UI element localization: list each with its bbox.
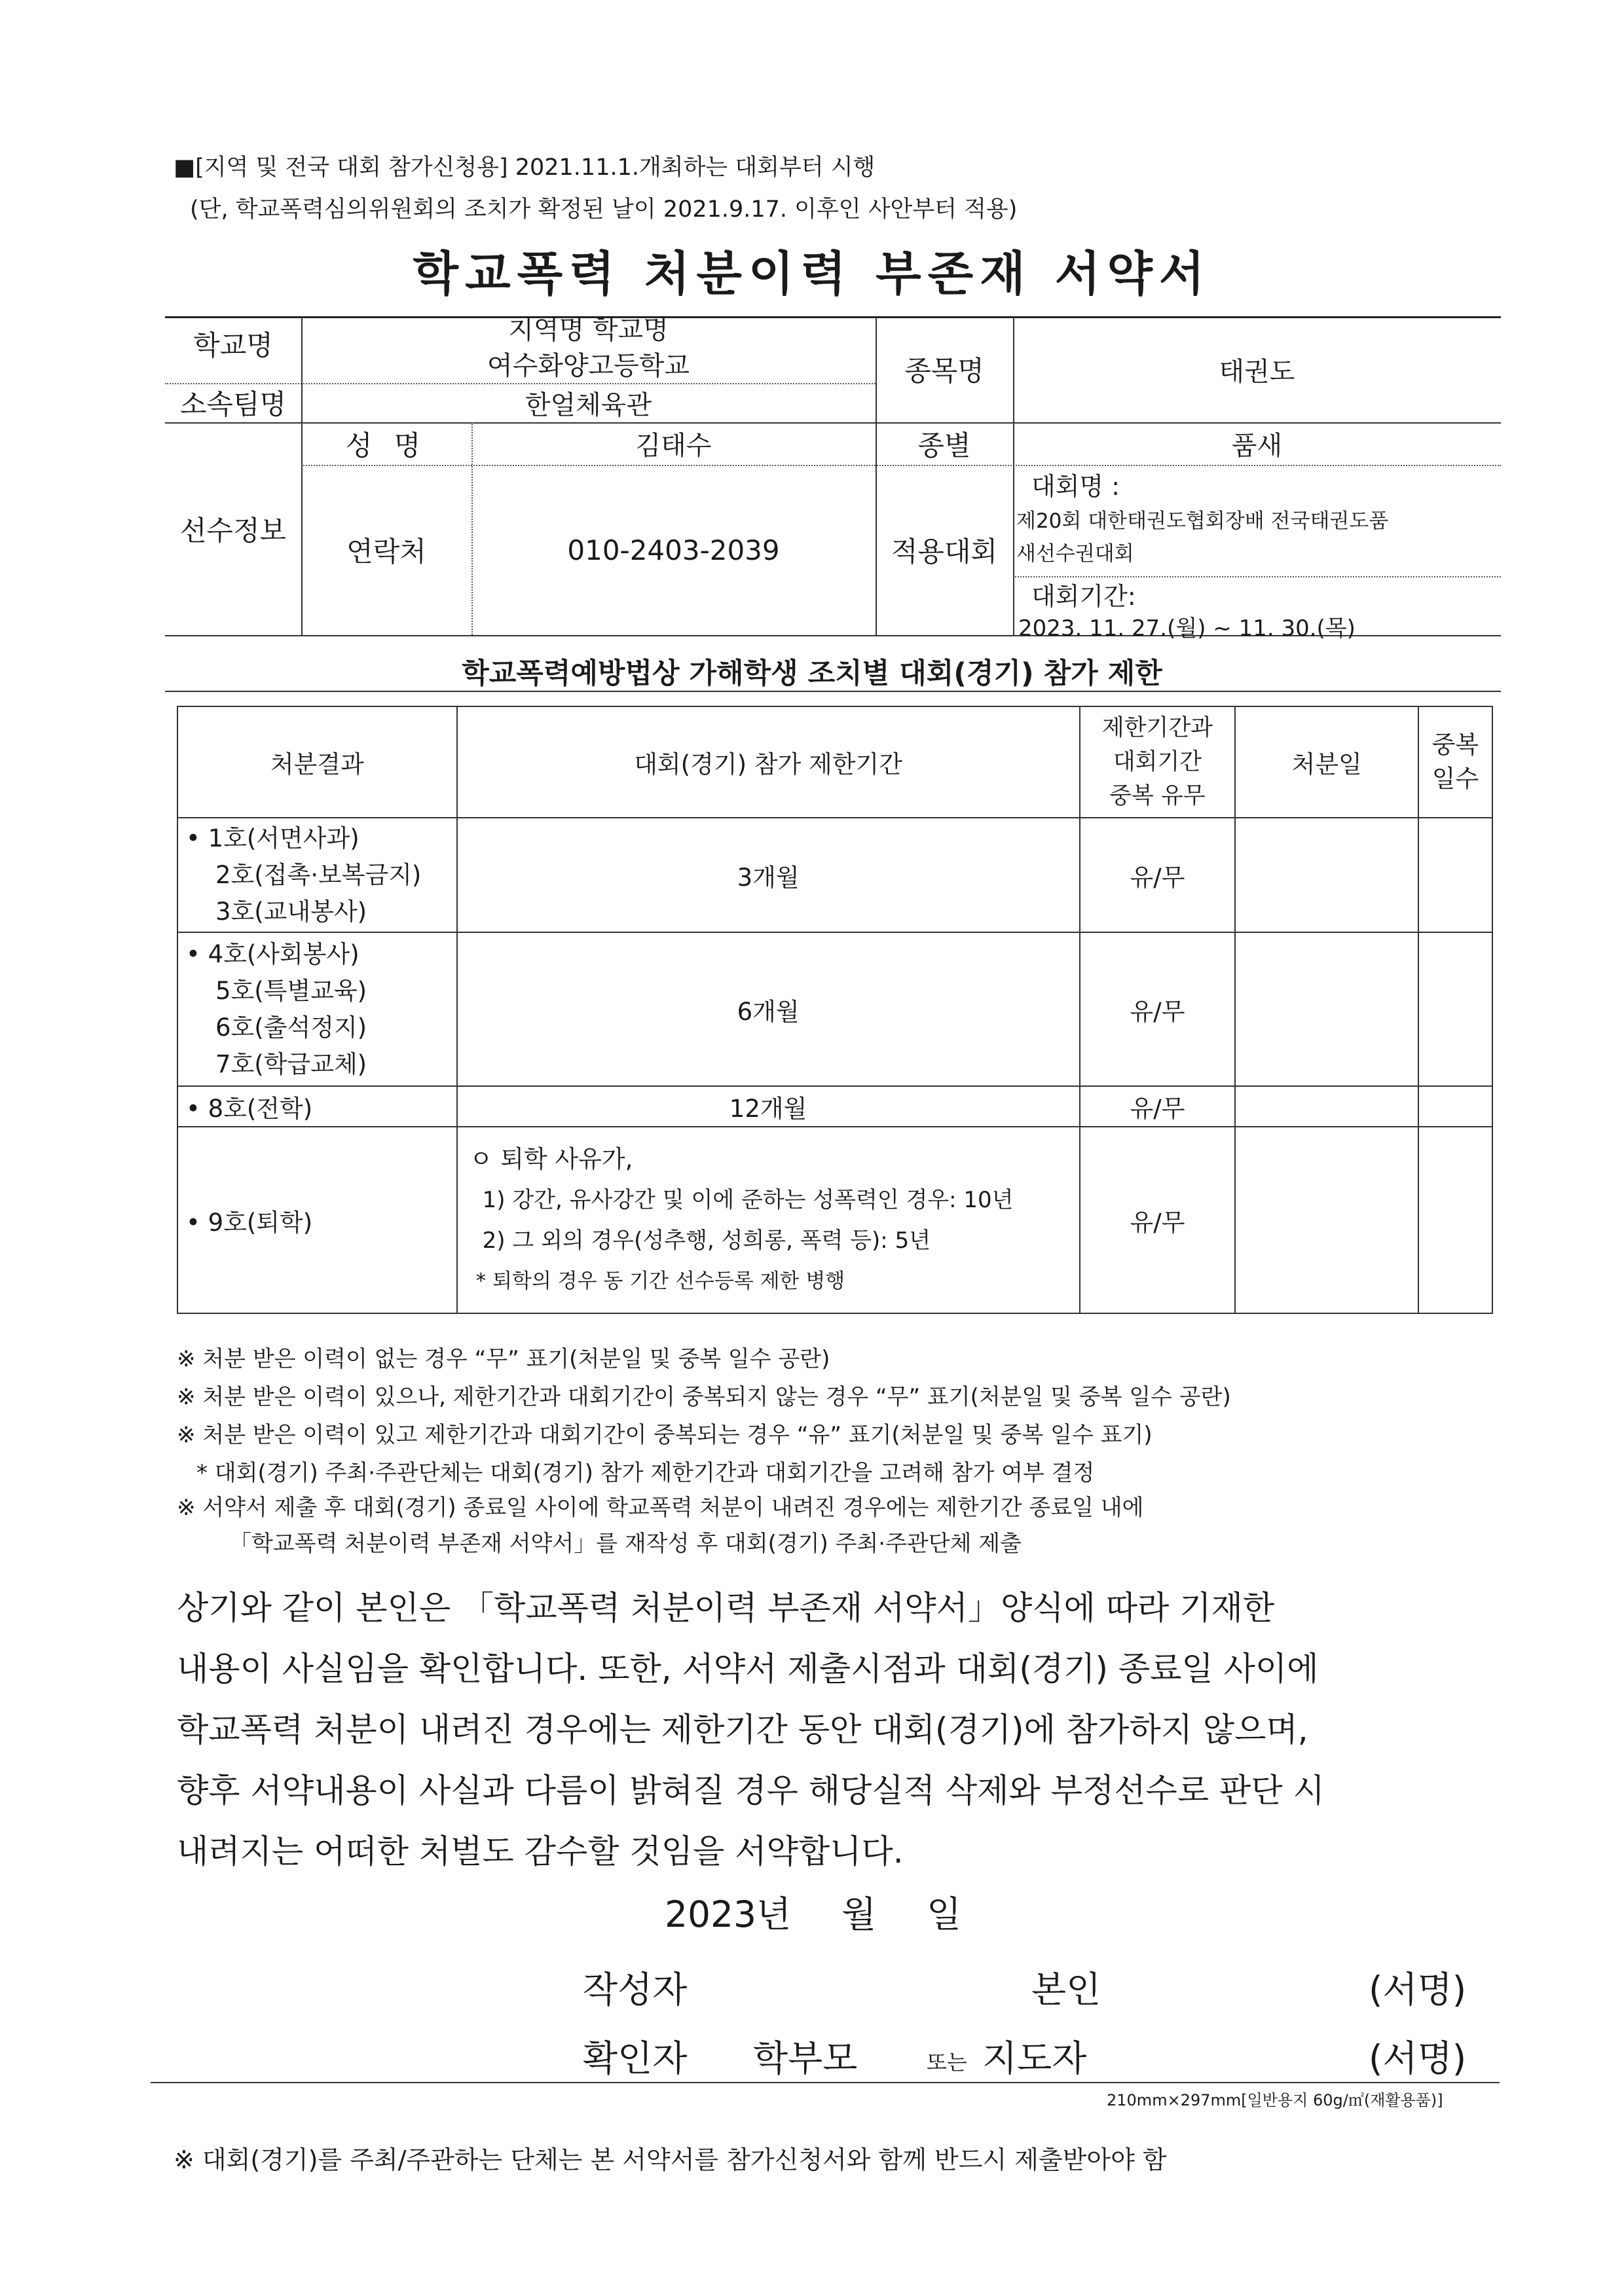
event-label: 종목명 — [904, 355, 984, 387]
header-period: 대회(경기) 참가 제한기간 — [457, 706, 1080, 818]
team-value: 한얼체육관 — [525, 390, 652, 420]
team-label: 소속팀명 — [179, 388, 287, 420]
contact-label: 연락처 — [346, 536, 426, 568]
row4-days-cell — [1418, 1127, 1492, 1313]
pledge-line: 향후 서약내용이 사실과 다름이 밝혀질 경우 해당실적 삭제와 부정선수로 판단 시 — [177, 1772, 1325, 1810]
name-value: 김태수 — [635, 431, 712, 461]
row3-overlap: 유/무 — [1080, 1086, 1236, 1127]
competition-name-label: 대회명 : — [1031, 472, 1120, 501]
row4-date-cell — [1235, 1127, 1418, 1313]
confirmer-parent: 학부모 — [753, 2037, 858, 2079]
row2-overlap: 유/무 — [1080, 932, 1236, 1086]
school-value: 여수화양고등학교 — [487, 350, 690, 381]
table-row — [177, 818, 1492, 932]
header-line-2: (단, 학교폭력심의위원회의 조치가 확정된 날이 2021.9.17. 이후인 사안부터 적용) — [190, 196, 1018, 223]
competition-name-line-1: 제20회 대한태권도협회장배 전국태권도품 — [1016, 509, 1389, 533]
result-item: 6호(출석정지) — [215, 1013, 367, 1042]
pledge-paragraph — [177, 1578, 1480, 1882]
pledge-line: 학교폭력 처분이 내려진 경우에는 제한기간 동안 대회(경기)에 참가하지 않으며, — [177, 1711, 1308, 1749]
row4-overlap: 유/무 — [1080, 1127, 1236, 1313]
header-overlap-line-2: 대회기간 — [1113, 749, 1202, 775]
date-day: 일 — [927, 1893, 962, 1935]
expulsion-rule-2: 2) 그 외의 경우(성추행, 성희롱, 폭력 등): 5년 — [482, 1227, 931, 1254]
header-days-line-1: 중복 — [1431, 731, 1479, 759]
competition-period-label: 대회기간: — [1031, 582, 1136, 611]
result-item: 7호(학급교체) — [215, 1049, 367, 1078]
writer-role: 본인 — [1031, 1969, 1101, 2011]
row3-date-cell — [1235, 1086, 1418, 1127]
pledge-line: 내용이 사실임을 확인합니다. 또한, 서약서 제출시점과 대회(경기) 종료일 사이에 — [177, 1650, 1319, 1688]
footer-note: ※ 대회(경기)를 주최/주관하는 단체는 본 서약서를 참가신청서와 함께 반드시 제출받아야 함 — [174, 2145, 1167, 2174]
date-year: 2023년 — [665, 1893, 792, 1935]
row3-results: • 8호(전학) — [177, 1086, 457, 1127]
pledge-line: 상기와 같이 본인은 「학교폭력 처분이력 부존재 서약서」양식에 따라 기재한 — [177, 1589, 1275, 1627]
category-label: 종별 — [917, 429, 971, 462]
header-result: 처분결과 — [177, 706, 457, 818]
expulsion-rule-1: 1) 강간, 유사강간 및 이에 준하는 성폭력인 경우: 10년 — [482, 1186, 1014, 1213]
category-value: 품새 — [1231, 431, 1283, 461]
result-item: • 4호(사회봉사) — [186, 939, 360, 968]
row1-overlap: 유/무 — [1080, 818, 1236, 932]
confirmer-signature-field[interactable]: (서명) — [1369, 2037, 1467, 2079]
row3-days-cell — [1418, 1086, 1492, 1127]
contact-value: 010-2403-2039 — [567, 534, 780, 566]
row2-results — [177, 932, 457, 1086]
note-4: * 대회(경기) 주최·주관단체는 대회(경기) 참가 제한기간과 대회기간을 고려해 참가 여부 결정 — [196, 1460, 1095, 1486]
row1-results — [177, 818, 457, 932]
date-month: 월 — [841, 1893, 877, 1935]
confirmer-coach: 지도자 — [982, 2037, 1087, 2079]
confirmer-label: 확인자 — [583, 2037, 688, 2079]
row4-results: • 9호(퇴학) — [177, 1127, 457, 1313]
table-row — [177, 1127, 1492, 1313]
row4-period — [457, 1127, 1080, 1313]
header-date: 처분일 — [1235, 706, 1418, 818]
confirmer-or: 또는 — [927, 2050, 967, 2075]
table-header-row — [177, 706, 1492, 818]
row1-period: 3개월 — [457, 818, 1080, 932]
row2-days-cell — [1418, 932, 1492, 1086]
result-item: 2호(접촉·보복금지) — [215, 860, 422, 889]
row1-days-cell — [1418, 818, 1492, 932]
table-row — [177, 1086, 1492, 1127]
event-value: 태권도 — [1219, 356, 1295, 387]
result-item: 5호(특별교육) — [215, 976, 367, 1005]
expulsion-condition: ㅇ 퇴학 사유가, — [469, 1144, 633, 1173]
note-6: 「학교폭력 처분이력 부존재 서약서」를 재작성 후 대회(경기) 주최·주관단체 제출 — [229, 1531, 1022, 1557]
school-note: 지역명 학교명 — [508, 314, 669, 345]
document-title: 학교폭력 처분이력 부존재 서약서 — [413, 246, 1211, 301]
paper-spec: 210mm×297mm[일반용지 60g/㎡(재활용품)] — [1107, 2091, 1443, 2109]
restriction-table — [177, 706, 1493, 1314]
row2-period: 6개월 — [457, 932, 1080, 1086]
header-overlap-line-1: 제한기간과 — [1101, 715, 1213, 741]
note-1: ※ 처분 받은 이력이 없는 경우 “무” 표기(처분일 및 중복 일수 공란) — [177, 1346, 830, 1372]
school-label: 학교명 — [193, 329, 273, 361]
name-label: 성 명 — [345, 429, 428, 462]
expulsion-note: * 퇴학의 경우 동 기간 선수등록 제한 병행 — [475, 1269, 845, 1293]
player-info-label: 선수정보 — [179, 514, 287, 547]
note-5: ※ 서약서 제출 후 대회(경기) 종료일 사이에 학교폭력 처분이 내려진 경우에는 제한기간 종료일 내에 — [177, 1495, 1144, 1521]
applied-competition-label: 적용대회 — [891, 536, 998, 568]
competition-period-value: 2023. 11. 27.(월) ~ 11. 30.(목) — [1018, 615, 1356, 642]
note-2: ※ 처분 받은 이력이 있으나, 제한기간과 대회기간이 중복되지 않는 경우 “무” 표기(처분일 및 중복 일수 공란) — [177, 1384, 1231, 1410]
row3-period: 12개월 — [457, 1086, 1080, 1127]
row1-date-cell — [1235, 818, 1418, 932]
header-overlap-line-3: 중복 유무 — [1109, 783, 1206, 809]
header-days — [1418, 706, 1492, 818]
competition-name-line-2: 새선수권대회 — [1016, 542, 1134, 566]
header-overlap — [1080, 706, 1236, 818]
result-item: 3호(교내봉사) — [215, 897, 367, 926]
table-row — [177, 932, 1492, 1086]
result-item: • 1호(서면사과) — [186, 824, 360, 852]
writer-label: 작성자 — [583, 1969, 688, 2011]
header-days-line-2: 일수 — [1431, 765, 1479, 793]
pledge-line: 내려지는 어떠한 처벌도 감수할 것임을 서약합니다. — [177, 1832, 904, 1870]
row2-date-cell — [1235, 932, 1418, 1086]
note-3: ※ 처분 받은 이력이 있고 제한기간과 대회기간이 중복되는 경우 “유” 표기(처분일 및 중복 일수 표기) — [177, 1422, 1153, 1448]
header-line-1: ■[지역 및 전국 대회 참가신청용] 2021.11.1.개최하는 대회부터 시행 — [174, 155, 876, 181]
writer-signature-field[interactable]: (서명) — [1369, 1969, 1467, 2011]
section-title: 학교폭력예방법상 가해학생 조치별 대회(경기) 참가 제한 — [462, 657, 1162, 690]
